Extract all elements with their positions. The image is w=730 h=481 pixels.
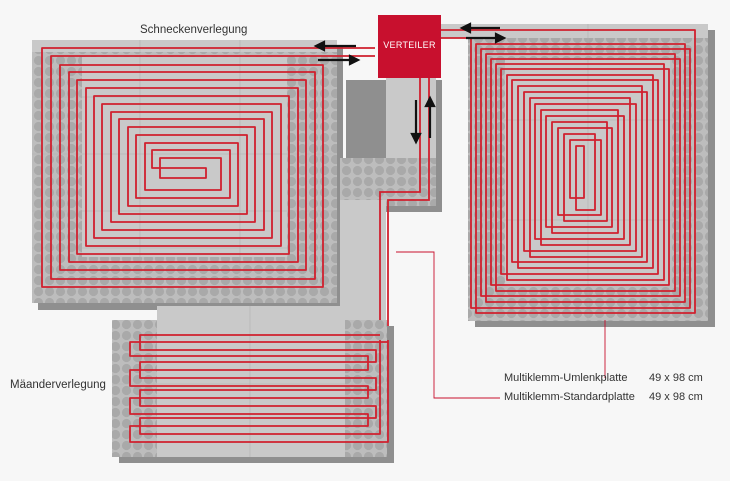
legend-size: 49 x 98 cm bbox=[649, 372, 703, 384]
manifold-label: VERTEILER bbox=[383, 40, 436, 50]
meander-layout-title: Mäanderverlegung bbox=[10, 379, 106, 391]
corridor-knob-block bbox=[340, 158, 436, 206]
legend-name: Multiklemm-Standardplatte bbox=[504, 391, 635, 403]
legend-row-standardplatte bbox=[504, 391, 703, 403]
legend-name: Multiklemm-Umlenkplatte bbox=[504, 372, 628, 384]
right-snail-field bbox=[440, 24, 715, 327]
snail-field-standard-plate bbox=[82, 57, 287, 257]
legend-size: 49 x 98 cm bbox=[649, 391, 703, 403]
snail-field bbox=[32, 40, 375, 310]
meander-field bbox=[112, 306, 394, 463]
snail-layout-title: Schneckenverlegung bbox=[140, 24, 248, 36]
snail-field-strip-top bbox=[32, 40, 337, 52]
legend-row-umlenkplatte bbox=[504, 372, 703, 384]
right-field-strip bbox=[440, 24, 708, 38]
supply-corridor bbox=[340, 76, 442, 340]
